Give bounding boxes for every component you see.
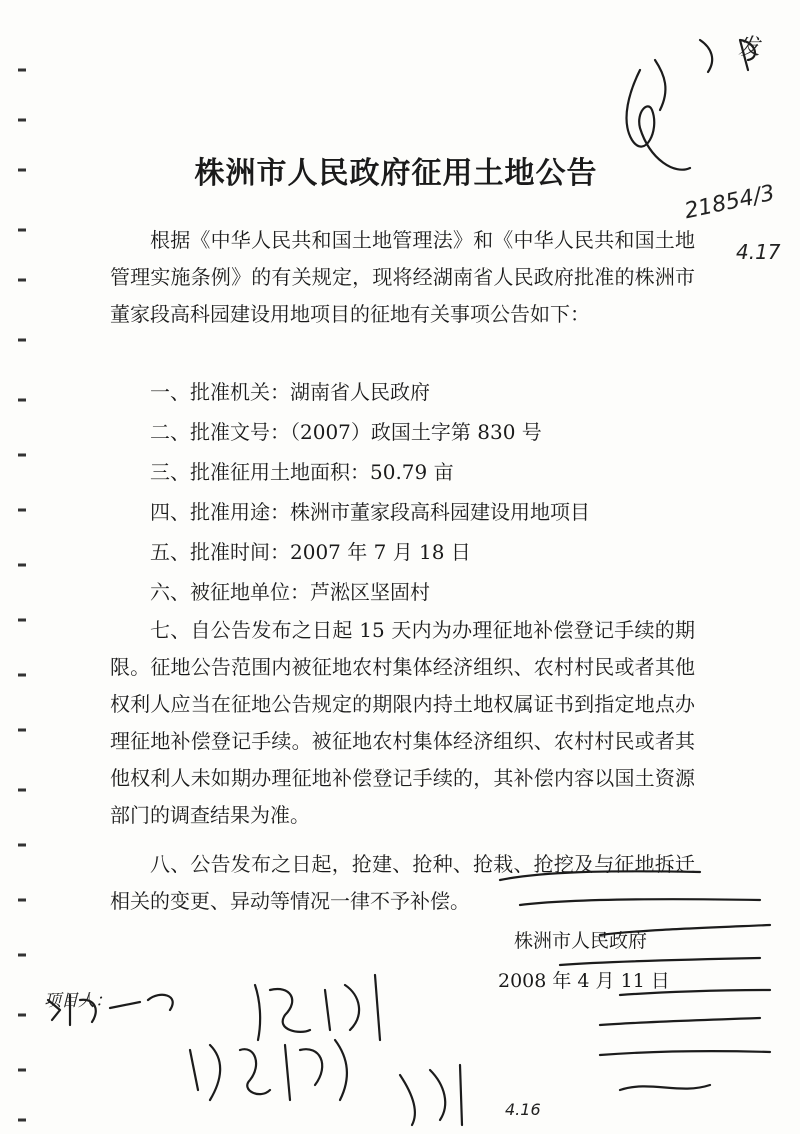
handwritten-bottom-date: 4.16 bbox=[505, 1100, 541, 1119]
item-land-unit: 六、被征地单位：芦淞区坚固村 bbox=[150, 580, 430, 604]
handwritten-mark-top: 发 bbox=[738, 35, 761, 60]
page-title: 株洲市人民政府征用土地公告 bbox=[194, 156, 598, 191]
intro-paragraph: 根据《中华人民共和国土地管理法》和《中华人民共和国土地管理实施条例》的有关规定，现将经湖南省人民政府批准的株洲市董家段高科园建设用地项目的征地有关事项公告如下： bbox=[110, 228, 695, 326]
clause-seven: 七、自公告发布之日起 15 天内为办理征地补偿登记手续的期限。征地公告范围内被征地农村集体经济组织、农村村民或者其他权利人应当在征地公告规定的期限内持土地权属证书到指定地点办理征地补偿登记手续。被征地农村集体经济组织、农村村民或者其他权利人未如期办理征地补偿登记手续的，其补偿内容以国土资源部门的调查结果为准。 bbox=[110, 618, 695, 827]
item-land-use: 四、批准用途：株洲市董家段高科园建设用地项目 bbox=[150, 500, 590, 524]
item-approving-authority: 一、批准机关：湖南省人民政府 bbox=[150, 380, 430, 404]
clause-eight: 八、公告发布之日起，抢建、抢种、抢栽、抢挖及与征地拆迁相关的变更、异动等情况一律不予补偿。 bbox=[110, 852, 695, 913]
handwritten-project-label: 项目人： bbox=[44, 991, 112, 1011]
item-land-area: 三、批准征用土地面积：50.79 亩 bbox=[150, 460, 454, 484]
issue-date: 2008 年 4 月 11 日 bbox=[498, 970, 670, 992]
handwritten-receipt-date: 4.17 bbox=[736, 240, 781, 264]
handwritten-receipt-number: 21854/3 bbox=[682, 180, 778, 225]
item-approval-number: 二、批准文号：（2007）政国土字第 830 号 bbox=[150, 420, 542, 444]
item-approval-date: 五、批准时间：2007 年 7 月 18 日 bbox=[150, 540, 471, 564]
issuer-name: 株洲市人民政府 bbox=[514, 930, 648, 952]
